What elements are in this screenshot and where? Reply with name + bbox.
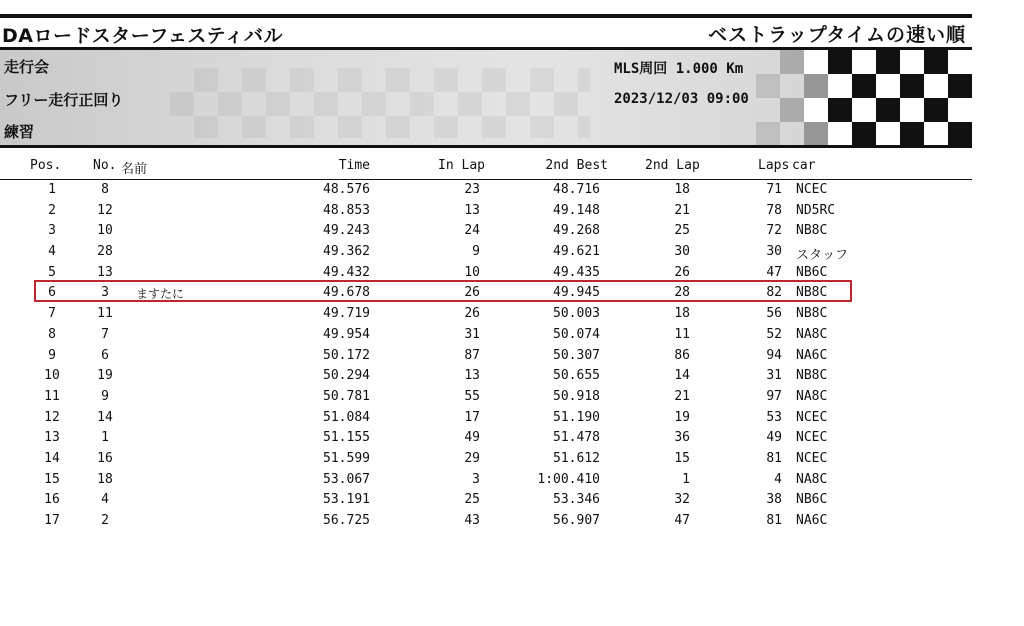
session-info-band [0, 50, 972, 148]
cell-pos: 9 [48, 347, 56, 363]
cell-car: NB6C [796, 492, 828, 508]
flag-square [804, 122, 828, 146]
cell-in-lap: 29 [464, 450, 480, 466]
course-length: MLS周回 1.000 Km [614, 61, 744, 77]
table-row [0, 221, 972, 242]
flag-square [828, 122, 852, 146]
cell-time: 49.243 [323, 223, 370, 239]
cell-in-lap: 49 [464, 430, 480, 446]
session-class: 練習 [4, 123, 35, 141]
event-title: DAロードスターフェスティバル [2, 25, 283, 47]
cell-in-lap: 9 [472, 244, 480, 260]
cell-pos: 12 [44, 409, 60, 425]
cell-car: NA8C [796, 388, 828, 404]
cell-second-lap: 18 [674, 306, 690, 322]
flag-square [828, 98, 852, 122]
cell-time: 48.576 [323, 182, 370, 197]
results-title-bar [0, 14, 972, 50]
cell-no: 10 [97, 223, 113, 239]
flag-square [900, 74, 924, 98]
cell-laps: 81 [766, 513, 782, 528]
flag-square [924, 98, 948, 122]
col-header-second-lap: 2nd Lap [645, 158, 700, 173]
cell-no: 16 [97, 450, 113, 466]
cell-car: NB8C [796, 285, 828, 301]
flag-square [852, 122, 876, 146]
cell-no: 11 [97, 306, 113, 322]
table-row [0, 511, 972, 532]
flag-square [780, 98, 804, 122]
cell-laps: 52 [766, 326, 782, 342]
cell-second-lap: 1 [682, 471, 690, 487]
col-header-pos: Pos. [30, 158, 62, 173]
cell-car: NCEC [796, 409, 828, 425]
cell-second-best: 50.074 [553, 326, 600, 342]
cell-second-best: 49.148 [553, 202, 600, 218]
cell-car: NB8C [796, 223, 828, 239]
cell-second-best: 56.907 [553, 513, 600, 528]
session-name: フリー走行正回り [4, 91, 124, 109]
cell-in-lap: 24 [464, 223, 480, 239]
table-row [0, 470, 972, 491]
cell-laps: 49 [766, 430, 782, 446]
cell-no: 1 [101, 430, 109, 446]
flag-square [924, 50, 948, 74]
cell-laps: 78 [766, 202, 782, 218]
flag-square [756, 122, 780, 146]
cell-laps: 97 [766, 388, 782, 404]
flag-square [948, 74, 972, 98]
col-header-in-lap: In Lap [438, 158, 485, 173]
cell-pos: 8 [48, 326, 56, 342]
flag-square [804, 98, 828, 122]
cell-second-best: 50.003 [553, 306, 600, 322]
flag-square [948, 122, 972, 146]
cell-car: NA6C [796, 513, 828, 528]
table-row [0, 490, 972, 511]
cell-time: 49.362 [323, 244, 370, 260]
flag-square [804, 74, 828, 98]
cell-in-lap: 87 [464, 347, 480, 363]
cell-pos: 11 [44, 388, 60, 404]
cell-in-lap: 10 [464, 264, 480, 280]
cell-second-lap: 11 [674, 326, 690, 342]
cell-second-best: 49.621 [553, 244, 600, 260]
cell-second-best: 51.190 [553, 409, 600, 425]
cell-no: 28 [97, 244, 113, 260]
flag-square [852, 50, 876, 74]
col-header-second-best: 2nd Best [545, 158, 608, 173]
cell-time: 51.599 [323, 450, 370, 466]
cell-time: 51.155 [323, 430, 370, 446]
cell-second-lap: 25 [674, 223, 690, 239]
cell-second-best: 49.945 [553, 285, 600, 301]
cell-pos: 13 [44, 430, 60, 446]
flag-square [828, 74, 852, 98]
cell-laps: 30 [766, 244, 782, 260]
cell-second-best: 48.716 [553, 182, 600, 197]
cell-time: 56.725 [323, 513, 370, 528]
cell-car: NA8C [796, 471, 828, 487]
highlighted-row-box [34, 280, 852, 302]
flag-square [756, 74, 780, 98]
cell-pos: 5 [48, 264, 56, 280]
cell-second-best: 50.918 [553, 388, 600, 404]
cell-car: NCEC [796, 182, 828, 197]
sort-order-title: ベストラップタイムの速い順 [708, 24, 966, 46]
flag-square [900, 122, 924, 146]
flag-square [876, 50, 900, 74]
cell-second-lap: 47 [674, 513, 690, 528]
cell-pos: 14 [44, 450, 60, 466]
table-row [0, 387, 972, 408]
cell-second-best: 49.268 [553, 223, 600, 239]
cell-in-lap: 26 [464, 306, 480, 322]
cell-car: NB8C [796, 368, 828, 384]
flag-square [924, 122, 948, 146]
cell-time: 51.084 [323, 409, 370, 425]
cell-car: NCEC [796, 430, 828, 446]
cell-pos: 3 [48, 223, 56, 239]
cell-in-lap: 25 [464, 492, 480, 508]
cell-no: 4 [101, 492, 109, 508]
cell-pos: 1 [48, 182, 56, 197]
cell-second-lap: 32 [674, 492, 690, 508]
flag-square [852, 98, 876, 122]
cell-laps: 38 [766, 492, 782, 508]
session-datetime: 2023/12/03 09:00 [614, 91, 749, 107]
cell-pos: 7 [48, 306, 56, 322]
table-row [0, 428, 972, 449]
cell-second-lap: 30 [674, 244, 690, 260]
cell-in-lap: 13 [464, 202, 480, 218]
results-table-header [0, 158, 972, 180]
cell-car: スタッフ [796, 248, 849, 264]
cell-second-lap: 19 [674, 409, 690, 425]
cell-time: 49.719 [323, 306, 370, 322]
flag-square [804, 50, 828, 74]
cell-no: 6 [101, 347, 109, 363]
cell-car: NB8C [796, 306, 828, 322]
flag-square [948, 98, 972, 122]
background-checker-pattern [170, 68, 590, 138]
cell-second-best: 50.307 [553, 347, 600, 363]
cell-time: 49.678 [323, 285, 370, 301]
cell-second-lap: 14 [674, 368, 690, 384]
cell-in-lap: 17 [464, 409, 480, 425]
table-row [0, 242, 972, 263]
cell-laps: 71 [766, 182, 782, 197]
col-header-time: Time [338, 158, 370, 173]
cell-in-lap: 43 [464, 513, 480, 528]
cell-no: 13 [97, 264, 113, 280]
cell-second-best: 51.478 [553, 430, 600, 446]
cell-laps: 82 [766, 285, 782, 301]
table-row [0, 366, 972, 387]
flag-square [852, 74, 876, 98]
cell-in-lap: 26 [464, 285, 480, 301]
cell-pos: 4 [48, 244, 56, 260]
cell-no: 19 [97, 368, 113, 384]
cell-pos: 6 [48, 285, 56, 301]
table-row [0, 180, 972, 201]
cell-pos: 15 [44, 471, 60, 487]
flag-square [828, 50, 852, 74]
flag-square [876, 122, 900, 146]
cell-second-lap: 18 [674, 182, 690, 197]
cell-pos: 16 [44, 492, 60, 508]
table-row [0, 449, 972, 470]
flag-square [780, 50, 804, 74]
cell-in-lap: 3 [472, 471, 480, 487]
cell-in-lap: 55 [464, 388, 480, 404]
cell-laps: 47 [766, 264, 782, 280]
cell-laps: 56 [766, 306, 782, 322]
cell-in-lap: 23 [464, 182, 480, 197]
cell-time: 53.191 [323, 492, 370, 508]
cell-time: 48.853 [323, 202, 370, 218]
results-table-body [0, 180, 972, 532]
col-header-laps: Laps [758, 158, 790, 173]
cell-second-best: 50.655 [553, 368, 600, 384]
cell-time: 49.954 [323, 326, 370, 342]
cell-second-best: 49.435 [553, 264, 600, 280]
cell-time: 49.432 [323, 264, 370, 280]
checkered-flag-icon [756, 50, 972, 145]
cell-second-lap: 86 [674, 347, 690, 363]
cell-no: 18 [97, 471, 113, 487]
flag-square [900, 98, 924, 122]
cell-second-best: 51.612 [553, 450, 600, 466]
cell-car: NA6C [796, 347, 828, 363]
cell-pos: 10 [44, 368, 60, 384]
cell-second-lap: 28 [674, 285, 690, 301]
cell-second-lap: 15 [674, 450, 690, 466]
flag-square [900, 50, 924, 74]
flag-square [876, 74, 900, 98]
cell-no: 12 [97, 202, 113, 218]
table-row [0, 304, 972, 325]
flag-square [876, 98, 900, 122]
col-header-no: No. [93, 158, 117, 173]
cell-no: 14 [97, 409, 113, 425]
flag-square [948, 50, 972, 74]
cell-second-lap: 21 [674, 388, 690, 404]
table-row [0, 325, 972, 346]
cell-no: 8 [101, 182, 109, 197]
cell-no: 7 [101, 326, 109, 342]
cell-time: 53.067 [323, 471, 370, 487]
table-row [0, 201, 972, 222]
col-header-name: 名前 [121, 162, 148, 177]
cell-second-lap: 36 [674, 430, 690, 446]
col-header-car: car [792, 158, 816, 173]
cell-car: NCEC [796, 450, 828, 466]
session-type: 走行会 [4, 58, 50, 76]
cell-no: 9 [101, 388, 109, 404]
cell-car: NB6C [796, 264, 828, 280]
cell-car: NA8C [796, 326, 828, 342]
flag-square [924, 74, 948, 98]
cell-in-lap: 13 [464, 368, 480, 384]
table-row [0, 346, 972, 367]
cell-no: 3 [101, 285, 109, 301]
cell-in-lap: 31 [464, 326, 480, 342]
table-row [0, 408, 972, 429]
cell-laps: 94 [766, 347, 782, 363]
cell-second-lap: 26 [674, 264, 690, 280]
cell-pos: 2 [48, 202, 56, 218]
cell-no: 2 [101, 513, 109, 528]
cell-name: ますたに [136, 287, 185, 302]
cell-laps: 31 [766, 368, 782, 384]
cell-time: 50.294 [323, 368, 370, 384]
cell-second-best: 53.346 [553, 492, 600, 508]
cell-laps: 72 [766, 223, 782, 239]
cell-pos: 17 [44, 513, 60, 528]
cell-laps: 4 [774, 471, 782, 487]
cell-second-lap: 21 [674, 202, 690, 218]
cell-laps: 53 [766, 409, 782, 425]
cell-car: ND5RC [796, 202, 836, 218]
cell-time: 50.172 [323, 347, 370, 363]
cell-time: 50.781 [323, 388, 370, 404]
cell-second-best: 1:00.410 [537, 471, 600, 487]
cell-laps: 81 [766, 450, 782, 466]
